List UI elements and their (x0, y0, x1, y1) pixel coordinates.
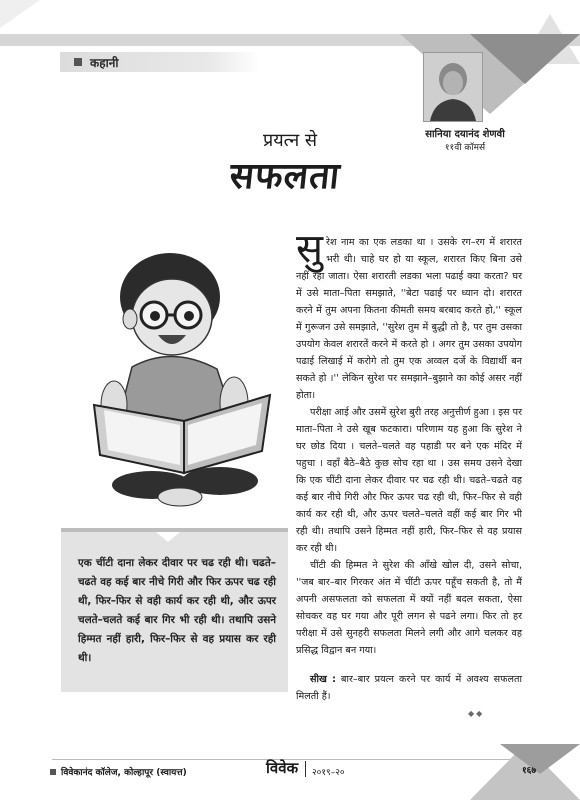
title-line-2: सफलता (227, 155, 343, 197)
author-photo (423, 52, 483, 122)
moral-label: सीख : (310, 674, 336, 685)
footer-college-text: विवेकानंद कॉलेज, कोल्हापूर (स्वायत्त) (61, 768, 187, 778)
pullquote-text: एक चींटी दाना लेकर दीवार पर चढ रही थी। चढते–चढते वह कई बार नीचे गिरी और फिर ऊपर चढ रही थी, फिर–फिर से वही कार्य कर रही थी, और ऊपर चलते–चलते कई बार गिर भी रही थी। तथापि उसने हिम्मत नहीं हारी, फिर–फिर से वह प्रयास कर रही थी। (78, 557, 276, 664)
story-paragraph: चींटी की हिम्मत ने सुरेश की आँखे खोल दी, उसने सोचा, ''जब बार–बार गिरकर अंत में चींटी ऊपर पहूँच सकती है, तो मैं अपनी असफलता को सफलता में क्यों नहीं बदल सकता, ऐसा सोचकर वह घर गया और पूरी लगन से पढने लगा। फिर तो हर परीक्षा में उसे सुनहरी सफलता मिलने लगी और आगे चलकर वह प्रसिद्ध विद्वान बन गया। (296, 560, 522, 656)
footer-separator (305, 761, 306, 777)
author-name: सानिया दयानंद शेणवी (425, 129, 505, 140)
story-body (296, 226, 522, 705)
corner-decoration (0, 0, 40, 28)
drop-cap: सु (296, 226, 324, 272)
moral-text: बार–बार प्रयत्न करने पर कार्य में अवश्य सफलता मिलती हैं। (296, 674, 522, 702)
section-label-text: कहानी (90, 55, 119, 70)
reading-boy-illustration (92, 245, 277, 515)
page-number: १६७ (522, 766, 537, 776)
story-paragraph: परीक्षा आई और उसमें सुरेश बुरी तरह अनुत्तीर्ण हुआ । इस पर माता–पिता ने उसे खूब फटकारा। परिणाम यह हुआ कि सुरेश ने घर छोड दिया । चलते–चलते वह पहाडी पर बने एक मंदिर में पहुचा । वहाँ बैठे–बैठे कुछ सोच रहा था । उस समय उसने देखा कि एक चींटी दाना लेकर दीवार पर चढ रही थी। चढते–चढते वह कई बार नीचे गिरी और फिर ऊपर चढ रही थी, फिर–फिर से वही कार्य कर रही थी, और ऊपर चलते–चलते वहीं कई बार गिर भी रही थी। तथापि उसने हिम्मत नहीं हारी, फिर–फिर से वह प्रयास कर रही थी। (296, 407, 522, 554)
story-paragraph-text: रेश नाम का एक लडका था । उसके रग–रग में शरारत भरी थी। चाहे घर हो या स्कूल, शरारत किए बिना उसे नहीं रहा जाता। ऐसा शरारती लडका भला पढाई क्या करता? घर में उसे माता–पिता समझाते, ''बेटा पढाई पर ध्यान दो। शरारत करने में तुम अपना कितना कीमती समय बरबाद करते हो,'' स्कूल में गुरूजन उसे समझाते, ''सुरेश तुम में बुद्धी तो है, पर तुम उसका उपयोग केवल शरारतें करने में करते हो । अगर तुम उसका उपयोग पढाई लिखाई में करोगे तो तुम एक अव्वल दर्जे के विद्यार्थी बन सकते हो ।'' लेकिन सुरेश पर समझाने–बुझाने का कोई असर नहीं होता। (296, 237, 522, 401)
square-bullet-icon (74, 58, 82, 66)
footer-magazine-name: विवेक (266, 759, 299, 777)
story-moral (296, 671, 522, 705)
title-line-1: प्रयत्न से (263, 130, 318, 151)
end-mark-icon: ◆◆ (468, 709, 485, 718)
story-paragraph (296, 226, 522, 404)
footer-college (50, 765, 187, 778)
footer-triangle-dark (500, 744, 580, 774)
footer-year: २०१९–२० (312, 768, 345, 778)
section-label (60, 52, 260, 72)
header-triangle-dark (470, 34, 580, 84)
square-bullet-icon (50, 769, 56, 775)
author-class: ११वी कॉमर्स (444, 143, 486, 153)
pullquote-notch (156, 532, 180, 542)
